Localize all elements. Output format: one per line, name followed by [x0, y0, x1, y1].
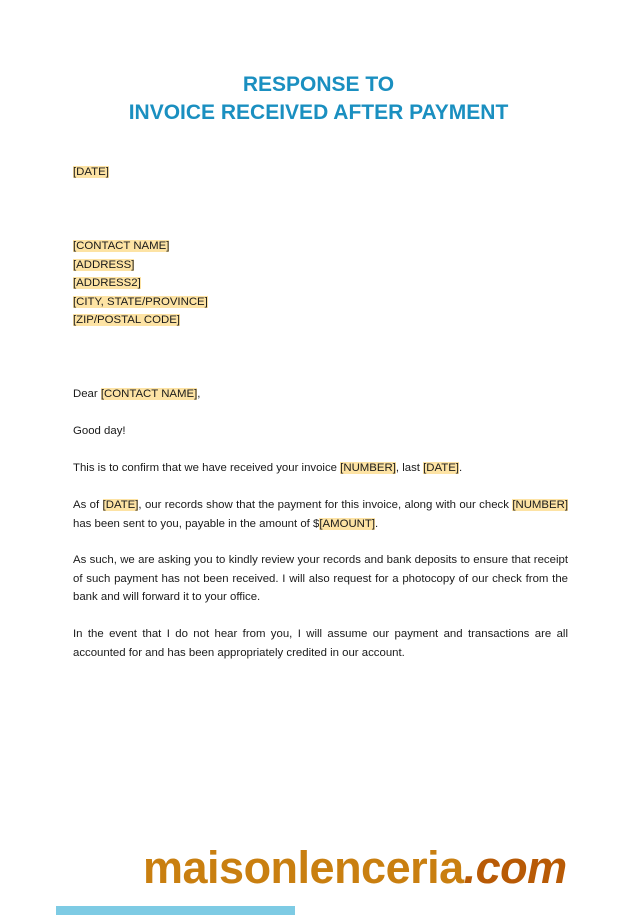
text: . — [458, 462, 463, 474]
address-zip: [ZIP/POSTAL CODE] — [73, 314, 180, 326]
address-line-2: [ADDRESS2] — [73, 277, 141, 289]
text: . — [375, 517, 379, 530]
paragraph-1 — [73, 459, 568, 478]
address-city: [CITY, STATE/PROVINCE] — [73, 295, 208, 308]
watermark-name: maisonlenceria — [143, 842, 464, 893]
title-line-1: RESPONSE TO — [242, 73, 395, 96]
title-line-2: INVOICE RECEIVED AFTER PAYMENT — [128, 101, 509, 124]
paragraph-2 — [73, 496, 568, 533]
amount-placeholder: [AMOUNT] — [319, 517, 376, 530]
check-number-placeholder: [NUMBER] — [512, 499, 569, 511]
salutation-suffix: , — [197, 388, 201, 400]
greeting: Good day! — [73, 425, 126, 437]
salutation-name: [CONTACT NAME] — [100, 388, 198, 400]
watermark-logo — [143, 842, 567, 894]
address-contact-name: [CONTACT NAME] — [73, 240, 170, 252]
text: This is to confirm that we have received your invoice — [73, 462, 341, 474]
text: , our records show that the payment for this invoice, along with our check — [138, 499, 513, 511]
text: As of — [73, 499, 103, 511]
invoice-date-placeholder: [DATE] — [423, 462, 459, 474]
paragraph-4: In the event that I do not hear from you, I will assume our payment and transactions are all accounted for and has been appropriately credited in our account. — [73, 628, 568, 659]
date-line — [73, 163, 568, 182]
payment-date-placeholder: [DATE] — [102, 499, 139, 511]
address-line-1: [ADDRESS] — [73, 258, 135, 271]
footer-accent-bar — [56, 906, 295, 915]
recipient-address — [73, 237, 568, 330]
paragraph-3: As such, we are asking you to kindly review your records and bank deposits to ensure that receipt of such payment has not been received. I will also request for a photocopy of our check from the bank and will forward it to your office. — [73, 554, 568, 603]
text: has been sent to you, payable in the amount of $ — [73, 517, 320, 530]
watermark-tld: .com — [463, 842, 567, 893]
text: , last — [395, 462, 424, 474]
invoice-number-placeholder: [NUMBER] — [340, 462, 396, 474]
salutation — [73, 385, 568, 404]
salutation-prefix: Dear — [73, 388, 101, 400]
date-placeholder: [DATE] — [73, 166, 109, 178]
